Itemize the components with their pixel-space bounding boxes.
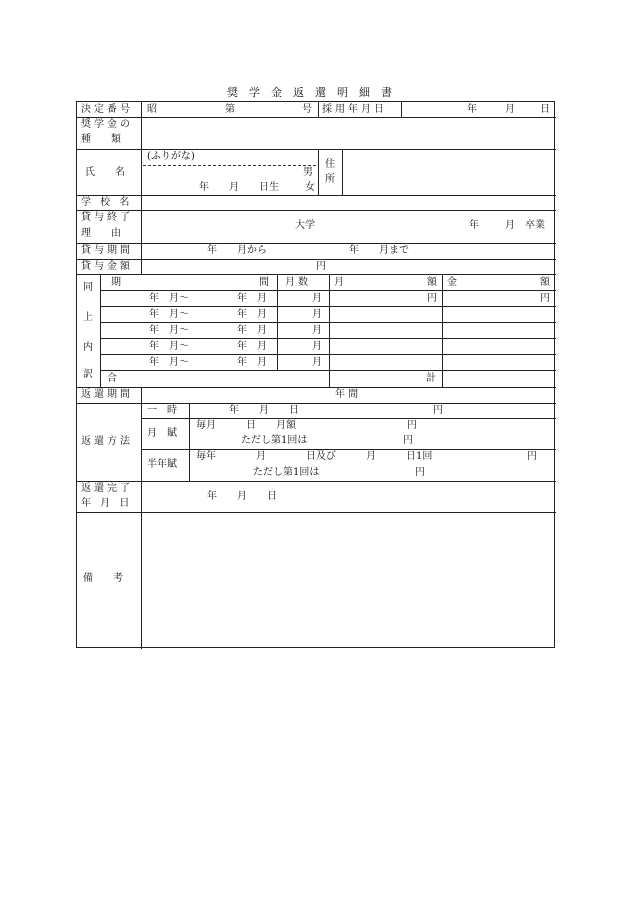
furigana-label: (ふりがな) xyxy=(147,151,195,162)
rule xyxy=(141,449,556,450)
header-tsuki: 月 xyxy=(334,277,344,288)
decision-number-label: 決定番号 xyxy=(81,104,133,115)
rule xyxy=(100,274,101,387)
monthly-line2: ただし第1回は xyxy=(241,435,308,446)
name-label: 氏 名 xyxy=(85,167,125,178)
rule xyxy=(100,322,556,323)
rule xyxy=(77,149,556,150)
kind-label-1: 奨学金の xyxy=(81,119,133,130)
adoption-date-label: 採用年月日 xyxy=(322,104,387,115)
rule xyxy=(277,274,278,370)
day-label: 日 xyxy=(540,104,550,115)
university-label: 大学 xyxy=(295,220,315,231)
row-to: 年 月 xyxy=(237,357,267,368)
rule xyxy=(77,403,556,404)
male-label: 男 xyxy=(303,167,313,178)
repay-period-label: 返還期間 xyxy=(81,389,133,400)
rule xyxy=(342,149,343,195)
row-to: 年 月 xyxy=(237,325,267,336)
header-month-count: 月 数 xyxy=(285,277,309,288)
go-label: 号 xyxy=(302,104,312,115)
row-to: 年 月 xyxy=(237,341,267,352)
period-from: 年 月から xyxy=(207,245,267,256)
complete-label-1: 返還完了 xyxy=(81,483,133,494)
remarks-label: 備 考 xyxy=(83,573,123,584)
rule xyxy=(442,274,443,387)
row-from: 年 月〜 xyxy=(149,309,189,320)
period-to: 年 月まで xyxy=(349,245,409,256)
grad-month-label: 月 xyxy=(505,220,515,231)
rule xyxy=(100,354,556,355)
header-ki: 期 xyxy=(111,277,121,288)
semiannual-yen1: 円 xyxy=(527,451,537,462)
rule xyxy=(100,370,556,371)
loan-period-label: 貸与期間 xyxy=(81,245,133,256)
row-to: 年 月 xyxy=(237,293,267,304)
header-kin: 金 xyxy=(447,277,457,288)
row-from: 年 月〜 xyxy=(149,341,189,352)
rule xyxy=(189,403,190,481)
total-left-label: 合 xyxy=(107,373,117,384)
semiannual-line2: ただし第1回は xyxy=(253,467,320,478)
total-right-label: 計 xyxy=(426,373,436,384)
repay-years-label: 年 間 xyxy=(335,389,359,400)
row-month: 月 xyxy=(312,341,322,352)
furigana-divider xyxy=(143,165,316,166)
breakdown-side-3: 内 xyxy=(83,342,93,353)
loan-amount-label: 貸与金額 xyxy=(81,261,133,272)
rule xyxy=(77,274,556,275)
semiannual-label: 半年賦 xyxy=(147,459,177,470)
row-month: 月 xyxy=(312,293,322,304)
address-label-2: 所 xyxy=(325,174,335,185)
amount-yen: 円 xyxy=(316,261,326,272)
rule xyxy=(77,512,556,513)
row-from: 年 月〜 xyxy=(149,293,189,304)
repay-method-label: 返還方法 xyxy=(81,436,133,447)
rule xyxy=(77,259,556,260)
semiannual-line1: 毎年 月 日及び 月 日1回 xyxy=(196,451,433,462)
header-gaku2: 額 xyxy=(540,277,550,288)
rule xyxy=(329,274,330,387)
rule xyxy=(77,481,556,482)
monthly-yen1: 円 xyxy=(407,420,417,431)
rule xyxy=(77,195,556,196)
kind-label-2: 種 類 xyxy=(81,134,121,145)
era-showa: 昭 xyxy=(147,104,157,115)
complete-label-2: 年 月 日 xyxy=(81,498,133,509)
document-title: 奨学金返還明細書 xyxy=(227,86,403,99)
lump-yen: 円 xyxy=(433,405,443,416)
rule xyxy=(77,243,556,244)
rule xyxy=(318,149,319,195)
rule xyxy=(77,387,556,388)
lump-label: 一 時 xyxy=(147,405,177,416)
row-month: 月 xyxy=(312,309,322,320)
reason-label-2: 理 由 xyxy=(81,228,121,239)
breakdown-side-2: 上 xyxy=(83,312,93,323)
dai-label: 第 xyxy=(225,104,235,115)
rule xyxy=(318,102,319,117)
rule xyxy=(77,117,556,118)
repayment-form xyxy=(76,101,555,648)
birth-date-label: 年 月 日生 xyxy=(199,182,279,193)
lump-date: 年 月 日 xyxy=(229,405,299,416)
school-name-label: 学 校 名 xyxy=(81,197,133,208)
grad-year-label: 年 xyxy=(469,220,479,231)
breakdown-side-4: 訳 xyxy=(83,369,93,380)
rule xyxy=(401,102,402,117)
row-month: 月 xyxy=(312,357,322,368)
rule xyxy=(141,387,142,649)
reason-label-1: 貸与終了 xyxy=(81,212,133,223)
monthly-label: 月 賦 xyxy=(147,428,177,439)
monthly-yen2: 円 xyxy=(403,435,413,446)
row-month: 月 xyxy=(312,325,322,336)
header-kan: 間 xyxy=(259,277,269,288)
rule xyxy=(100,338,556,339)
rule xyxy=(100,306,556,307)
graduation-label: 卒業 xyxy=(525,220,545,231)
month-label: 月 xyxy=(505,104,515,115)
breakdown-side-1: 同 xyxy=(83,282,93,293)
row-yen-monthly: 円 xyxy=(427,293,437,304)
rule xyxy=(100,290,556,291)
complete-date: 年 月 日 xyxy=(207,491,277,502)
rule xyxy=(141,418,556,419)
semiannual-yen2: 円 xyxy=(415,467,425,478)
rule xyxy=(141,102,142,274)
header-gaku: 額 xyxy=(427,277,437,288)
row-yen-total: 円 xyxy=(540,293,550,304)
row-from: 年 月〜 xyxy=(149,357,189,368)
rule xyxy=(77,210,556,211)
row-to: 年 月 xyxy=(237,309,267,320)
monthly-line1: 毎月 日 月額 xyxy=(196,420,296,431)
row-from: 年 月〜 xyxy=(149,325,189,336)
female-label: 女 xyxy=(305,182,315,193)
year-label: 年 xyxy=(467,104,477,115)
address-label-1: 住 xyxy=(325,159,335,170)
